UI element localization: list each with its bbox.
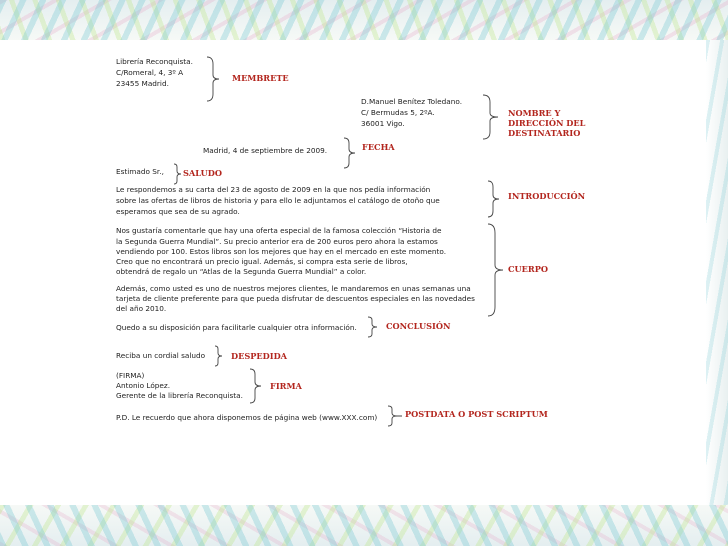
decorative-right-border [706, 40, 728, 505]
label-fecha: FECHA [362, 142, 395, 152]
farewell-brace-icon [214, 345, 224, 367]
sender-line-1: Librería Reconquista. [116, 57, 193, 66]
body-p2-line-3: del año 2010. [116, 304, 167, 313]
body-p2-line-1: Además, como usted es uno de nuestros mejores clientes, le mandaremos en unas semanas una [116, 284, 471, 293]
membrete-brace-icon [206, 56, 220, 102]
sender-line-3: 23455 Madrid. [116, 79, 169, 88]
body-p1-line-5: obtendrá de regalo un “Atlas de la Segunda Guerra Mundial” a color. [116, 267, 367, 276]
label-conclusion: CONCLUSIÓN [386, 321, 451, 331]
label-cuerpo: CUERPO [508, 264, 548, 274]
body-p1-line-3: vendiendo por 100. Estos libros son los mejores que hay en el mercado en este momento. [116, 247, 447, 256]
label-firma: FIRMA [270, 381, 302, 391]
label-nombre-line-3: DESTINATARIO [508, 128, 581, 138]
letter-farewell: Reciba un cordial saludo [116, 351, 206, 360]
letter-conclusion: Quedo a su disposición para facilitarle cualquier otra información. [116, 323, 357, 332]
sender-line-2: C/Romeral, 4, 3º A [116, 68, 184, 77]
intro-line-1: Le respondemos a su carta del 23 de agosto de 2009 en la que nos pedía información [116, 185, 431, 194]
label-introduccion: INTRODUCCIÓN [508, 191, 586, 201]
letter-greeting: Estimado Sr., [116, 167, 164, 176]
signature-line-3: Gerente de la librería Reconquista. [116, 391, 243, 400]
decorative-top-border [0, 0, 728, 40]
recipient-line-1: D.Manuel Benítez Toledano. [361, 97, 463, 106]
greeting-brace-icon [173, 163, 183, 185]
letter-postscript: P.D. Le recuerdo que ahora disponemos de página web (www.XXX.com) [116, 413, 378, 422]
intro-line-2: sobre las ofertas de libros de historia y para ello le adjuntamos el catálogo de otoño que [116, 196, 440, 205]
label-nombre-line-1: NOMBRE Y [508, 108, 561, 118]
letter-date: Madrid, 4 de septiembre de 2009. [203, 146, 328, 155]
label-despedida: DESPEDIDA [231, 351, 288, 361]
postscript-brace-icon [387, 405, 403, 427]
label-postdata: POSTDATA O POST SCRIPTUM [405, 409, 548, 419]
recipient-brace-icon [482, 94, 500, 140]
date-brace-icon [343, 137, 357, 169]
body-brace-icon [487, 223, 505, 317]
signature-line-1: (FIRMA) [116, 371, 145, 380]
body-p1-line-4: Creo que no encontrará un precio igual. Además, si compra esta serie de libros, [116, 257, 408, 266]
label-membrete: MEMBRETE [232, 73, 289, 83]
body-p1-line-1: Nos gustaría comentarle que hay una oferta especial de la famosa colección “Historia de [116, 226, 442, 235]
recipient-line-2: C/ Bermudas 5, 2ºA. [361, 108, 435, 117]
signature-brace-icon [249, 368, 263, 404]
intro-brace-icon [487, 180, 501, 218]
signature-line-2: Antonio López. [116, 381, 171, 390]
label-saludo: SALUDO [183, 168, 222, 178]
recipient-line-3: 36001 Vigo. [361, 119, 405, 128]
conclusion-brace-icon [367, 316, 379, 338]
label-nombre-line-2: DIRECCIÓN DEL [508, 118, 586, 128]
decorative-bottom-border [0, 505, 728, 546]
body-p2-line-2: tarjeta de cliente preferente para que pueda disfrutar de descuentos especiales en las novedades [116, 294, 475, 303]
body-p1-line-2: la Segunda Guerra Mundial”. Su precio anterior era de 200 euros pero ahora la estamos [116, 237, 438, 246]
intro-line-3: esperamos que sea de su agrado. [116, 207, 240, 216]
